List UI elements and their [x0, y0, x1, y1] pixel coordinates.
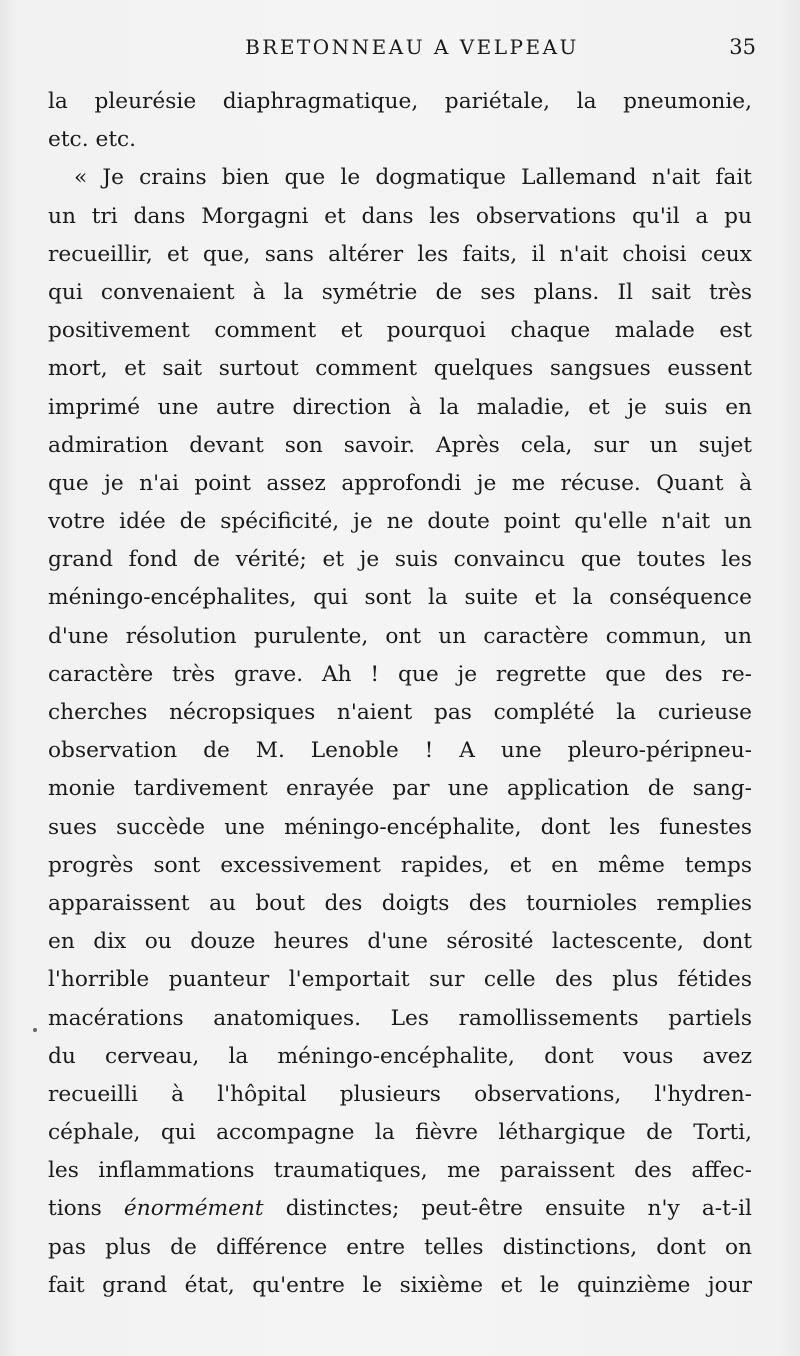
running-title: BRETONNEAU A VELPEAU	[245, 35, 579, 59]
text-line: sues succède une méningo-encéphalite, dont les funestes	[48, 814, 752, 840]
text-line: l'horrible puanteur l'emportait sur celle des plus fétides	[48, 967, 752, 993]
emphasized-word: énormément	[123, 1196, 264, 1222]
text-line: en dix ou douze heures d'une sérosité lactescente, dont	[48, 929, 752, 955]
text-line: macérations anatomiques. Les ramollissements partiels	[48, 1005, 752, 1031]
text-segment: tions	[48, 1196, 124, 1222]
text-line: monie tardivement enrayée par une application de sang-	[48, 776, 752, 802]
text-line: fait grand état, qu'entre le sixième et le quinzième jour	[48, 1272, 752, 1298]
text-line: admiration devant son savoir. Après cela, sur un sujet	[48, 432, 752, 458]
text-line: céphale, qui accompagne la fièvre léthargique de Torti,	[48, 1120, 752, 1146]
text-line: progrès sont excessivement rapides, et en même temps	[48, 852, 752, 878]
text-line: grand fond de vérité; et je suis convaincu que toutes les	[48, 547, 752, 573]
text-line: apparaissent au bout des doigts des tournioles remplies	[48, 890, 752, 916]
text-line: les inflammations traumatiques, me paraissent des affec-	[48, 1158, 752, 1184]
page-number: 35	[729, 35, 756, 59]
text-segment: distinctes; peut-être ensuite n'y a-t-il	[263, 1196, 752, 1222]
text-line: imprimé une autre direction à la maladie, et je suis en	[48, 394, 752, 420]
page-header	[48, 30, 756, 64]
text-line	[48, 1190, 752, 1228]
text-line: la pleurésie diaphragmatique, pariétale, la pneumonie,	[48, 89, 752, 114]
text-line: votre idée de spécificité, je ne doute point qu'elle n'ait un	[48, 509, 752, 535]
body-text	[48, 83, 752, 1305]
text-line: positivement comment et pourquoi chaque malade est	[48, 318, 752, 344]
text-line: un tri dans Morgagni et dans les observations qu'il a pu	[48, 203, 752, 229]
text-line: cherches nécropsiques n'aient pas complété la curieuse	[48, 700, 752, 725]
text-line: caractère très grave. Ah ! que je regrette que des re-	[48, 661, 752, 687]
text-line: recueilli à l'hôpital plusieurs observations, l'hydren-	[48, 1081, 752, 1107]
text-line: méningo-encéphalites, qui sont la suite et la conséquence	[48, 585, 752, 611]
text-line: d'une résolution purulente, ont un caractère commun, un	[48, 623, 752, 649]
text-line: du cerveau, la méningo-encéphalite, dont vous avez	[48, 1043, 752, 1069]
margin-mark	[33, 1028, 37, 1032]
text-line: observation de M. Lenoble ! A une pleuro-péripneu-	[48, 738, 752, 764]
text-line: recueillir, et que, sans altérer les faits, il n'ait choisi ceux	[48, 241, 752, 267]
text-line: « Je crains bien que le dogmatique Lallemand n'ait fait	[74, 165, 752, 191]
text-line: mort, et sait surtout comment quelques sangsues eussent	[48, 356, 752, 382]
text-line: pas plus de différence entre telles distinctions, dont on	[48, 1234, 752, 1260]
text-line: que je n'ai point assez approfondi je me récuse. Quant à	[48, 470, 752, 496]
text-line: qui convenaient à la symétrie de ses plans. Il sait très	[48, 279, 752, 305]
text-line: etc. etc.	[48, 127, 137, 153]
